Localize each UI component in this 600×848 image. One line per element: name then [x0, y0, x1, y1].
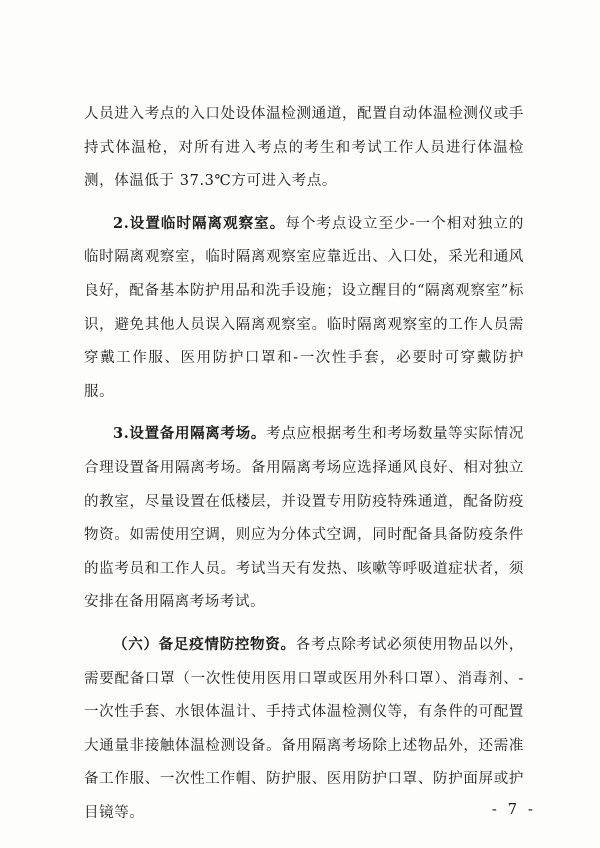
paragraph-text: 各考点除考试必须使用物品以外，需要配备口罩（一次性使用医用口罩或医用外科口罩）、消毒剂、-一次性手套、水银体温计、手持式体温检测仪等，有条件的可配置大通量非接触体温检测设备。备用隔离考场除上述物品外，还需准备工作服、一次性工作帽、防护服、医用防护口罩、防护面屏或护目镜等。 [84, 636, 525, 821]
page-number: - 7 - [491, 800, 536, 818]
paragraph-heading: 2.设置临时隔离观察室。 [113, 214, 286, 232]
paragraph-supplies [84, 628, 524, 831]
paragraph-text: 每个考点设立至少-一个相对独立的临时隔离观察室，临时隔离观察室应靠近出、入口处，采光和通风良好，配备基本防护用品和洗手设施；设立醒目的“隔离观察室”标识，避免其他人员误入隔离观察室。临时隔离观察室的工作人员需穿戴工作服、医用防护口罩和-一次性手套，必要时可穿戴防护服。 [84, 215, 525, 400]
paragraph-text: 人员进入考点的入口处设体温检测通道，配置自动体温检测仪或手持式体温枪，对所有进入考点的考生和考试工作人员进行体温检测，体温低于 37.3℃方可进入考点。 [84, 106, 524, 190]
paragraph-text: 考点应根据考生和考场数量等实际情况合理设置备用隔离考场。备用隔离考场应选择通风良好、相对独立的教室，尽量设置在低楼层，并设置专用防疫特殊通道，配备防疫物资。如需使用空调，则应为分体式空调，同时配备具备防疫条件的监考员和工作人员。考试当天有发热、咳嗽等呼吸道症状者，须安排在备用隔离考场考试。 [84, 426, 524, 611]
paragraph-isolation-room [84, 207, 524, 410]
paragraph-temperature-check [84, 98, 524, 199]
paragraph-heading: （六）备足疫情防控物资。 [113, 635, 296, 653]
paragraph-backup-exam-room [84, 417, 524, 620]
body-text [84, 98, 524, 838]
paragraph-heading: 3.设置备用隔离考场。 [113, 425, 267, 443]
